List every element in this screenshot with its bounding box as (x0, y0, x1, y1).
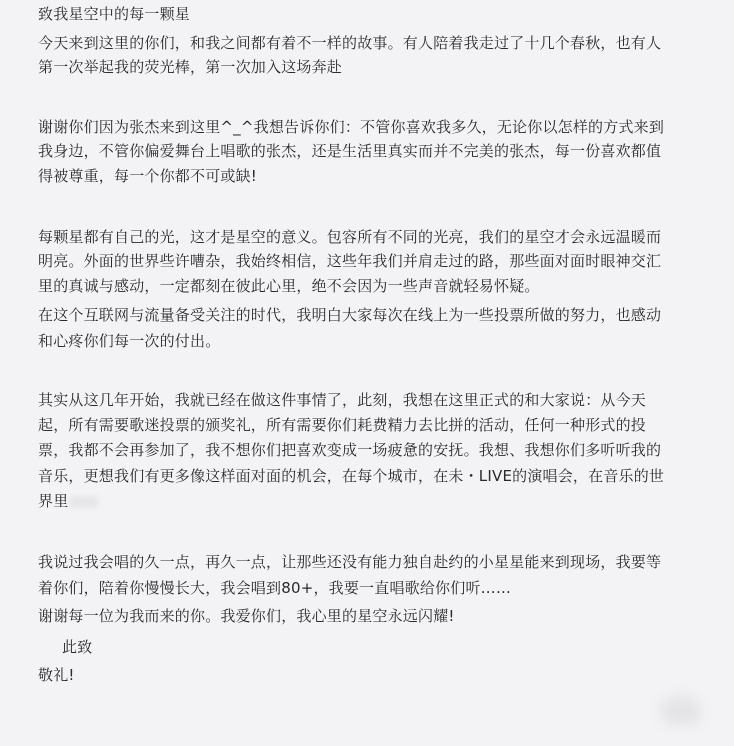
paragraph-3-line-2: 明亮。外面的世界些许嘈杂，我始终相信，这些年我们并肩走过的路，那些面对面时眼神交汇 (38, 252, 662, 270)
letter-title: 致我星空中的每一颗星 (38, 5, 191, 23)
paragraph-4-line-5-text: 界里 (38, 492, 69, 510)
paragraph-5-line-2: 着你们，陪着你慢慢长大，我会唱到80+，我要一直唱歌给你们听…… (38, 579, 512, 597)
paragraph-2-line-3: 得被尊重，每一个你都不可或缺! (38, 167, 258, 185)
closing-salutation: 此致 (62, 638, 93, 656)
paragraph-2-line-1: 谢谢你们因为张杰来到这里^_^我想告诉你们：不管你喜欢我多久，无论你以怎样的方式来到 (38, 118, 665, 136)
closing-regards: 敬礼! (38, 666, 75, 684)
paragraph-4-line-5 (38, 491, 98, 511)
paragraph-4-line-1: 其实从这几年开始，我就已经在做这件事情了，此刻，我想在这里正式的和大家说：从今天 (38, 391, 647, 409)
paragraph-2-line-2: 我身边，不管你偏爱舞台上唱歌的张杰，还是生活里真实而并不完美的张杰，每一份喜欢都值 (38, 142, 662, 160)
paragraph-1-line-2: 第一次举起我的荧光棒，第一次加入这场奔赴 (38, 58, 343, 76)
paragraph-4-line-2: 起，所有需要歌迷投票的颁奖礼，所有需要你们耗费精力去比拼的活动，任何一种形式的投 (38, 416, 647, 434)
blurred-text-smudge (70, 496, 98, 508)
paragraph-3-line-1: 每颗星都有自己的光，这才是星空的意义。包容所有不同的光亮，我们的星空才会永远温暖而 (38, 228, 662, 246)
paragraph-5-line-3: 谢谢每一位为我而来的你。我爱你们，我心里的星空永远闪耀! (38, 607, 455, 625)
paragraph-3-line-5: 和心疼你们每一次的付出。 (38, 332, 221, 350)
paragraph-5-line-1: 我说过我会唱的久一点，再久一点，让那些还没有能力独自赴约的小星星能来到现场，我要等 (38, 553, 662, 571)
blurred-watermark (660, 696, 702, 726)
paragraph-3-line-4: 在这个互联网与流量备受关注的时代，我明白大家每次在线上为一些投票所做的努力，也感动 (38, 306, 662, 324)
paragraph-4-line-3: 票，我都不会再参加了，我不想你们把喜欢变成一场疲惫的安抚。我想、我想你们多听听我的 (38, 441, 662, 459)
paragraph-4-line-4: 音乐，更想我们有更多像这样面对面的机会，在每个城市，在未・LIVE的演唱会，在音乐的世 (38, 467, 665, 485)
paragraph-1-line-1: 今天来到这里的你们，和我之间都有着不一样的故事。有人陪着我走过了十几个春秋，也有人 (38, 34, 662, 52)
paragraph-3-line-3: 里的真诚与感动，一定都刻在彼此心里，绝不会因为一些声音就轻易怀疑。 (38, 277, 540, 295)
